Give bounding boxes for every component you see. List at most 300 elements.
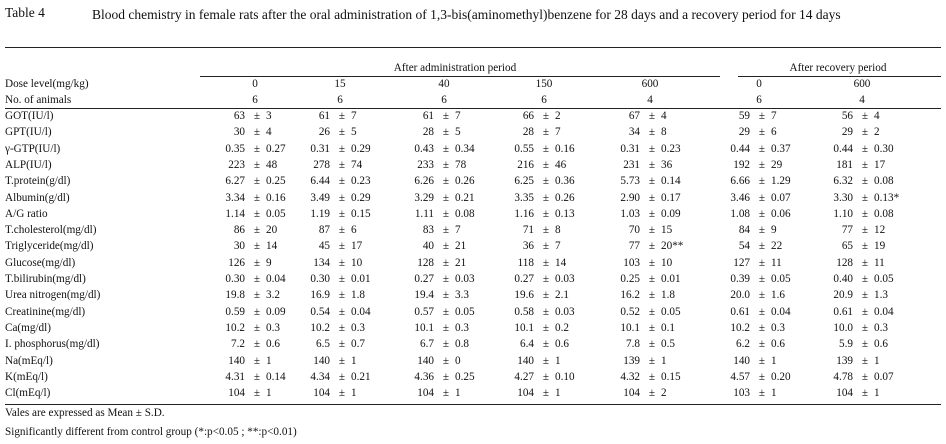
cell-mean: 1.08	[730, 207, 750, 220]
cell-sd: 1	[555, 354, 561, 367]
pm-sign: ±	[338, 191, 346, 204]
cell-sd: 12	[874, 224, 886, 237]
pm-sign: ±	[338, 354, 346, 367]
cell-mean: 103	[623, 256, 640, 269]
cell-sd: 78	[455, 158, 467, 171]
pm-sign: ±	[442, 110, 450, 122]
cell-mean: 104	[417, 387, 434, 400]
pm-sign: ±	[861, 158, 869, 171]
cell-sd: 0.23	[351, 175, 371, 188]
pm-sign: ±	[338, 289, 346, 302]
cell-sd: 0.20	[771, 370, 791, 383]
recovery-period-header: After recovery period	[789, 62, 887, 74]
cell-mean: 103	[733, 387, 750, 400]
pm-sign: ±	[442, 191, 450, 204]
cell-mean: 45	[318, 240, 330, 253]
cell-mean: 59	[738, 110, 750, 122]
pm-sign: ±	[758, 207, 766, 220]
pm-sign: ±	[648, 321, 656, 334]
pm-sign: ±	[861, 305, 869, 318]
cell-sd: 1.6	[771, 289, 785, 302]
cell-mean: 1.16	[514, 207, 534, 220]
pm-sign: ±	[338, 387, 346, 400]
cell-sd: 1.8	[351, 289, 365, 302]
pm-sign: ±	[542, 142, 550, 155]
pm-sign: ±	[442, 387, 450, 400]
pm-sign: ±	[648, 273, 656, 285]
cell-mean: 10.0	[833, 321, 853, 334]
cell-sd: 0.25	[455, 370, 475, 383]
cell-mean: 104	[517, 387, 534, 400]
cell-mean: 0.59	[225, 305, 245, 318]
cell-sd: 46	[555, 158, 567, 171]
cell-sd: 7	[455, 110, 461, 122]
pm-sign: ±	[861, 387, 869, 400]
pm-sign: ±	[861, 175, 869, 188]
pm-sign: ±	[542, 354, 550, 367]
cell-mean: 4.78	[833, 370, 853, 383]
cell-mean: 1.03	[620, 207, 640, 220]
cell-sd: 74	[351, 158, 363, 171]
pm-sign: ±	[758, 110, 766, 122]
cell-mean: 6.7	[420, 338, 434, 351]
pm-sign: ±	[253, 354, 261, 367]
cell-mean: 30	[233, 240, 245, 253]
cell-mean: 0.55	[514, 142, 534, 155]
row-label: Ca(mg/dl)	[5, 321, 51, 334]
cell-mean: 104	[623, 387, 640, 400]
cell-mean: 0.39	[730, 273, 750, 285]
cell-mean: 6.2	[736, 338, 750, 351]
cell-mean: 6.25	[514, 175, 534, 188]
pm-sign: ±	[542, 240, 550, 253]
animals-count: 4	[647, 94, 653, 106]
cell-mean: 10.2	[730, 321, 750, 334]
pm-sign: ±	[861, 354, 869, 367]
pm-sign: ±	[338, 256, 346, 269]
cell-sd: 22	[771, 240, 783, 253]
dose-header: 0	[252, 78, 258, 90]
cell-mean: 1.11	[414, 207, 434, 220]
cell-mean: 29	[841, 126, 853, 139]
dose-header: 150	[535, 78, 553, 90]
cell-mean: 28	[522, 126, 534, 139]
cell-sd: 0.21	[455, 191, 475, 204]
cell-sd: 29	[771, 158, 783, 171]
cell-sd: 0.13*	[874, 191, 900, 204]
cell-mean: 3.35	[514, 191, 534, 204]
cell-mean: 3.49	[310, 191, 330, 204]
pm-sign: ±	[861, 207, 869, 220]
pm-sign: ±	[648, 158, 656, 171]
pm-sign: ±	[253, 305, 261, 318]
cell-mean: 61	[318, 110, 330, 122]
pm-sign: ±	[338, 273, 346, 285]
pm-sign: ±	[442, 370, 450, 383]
cell-sd: 0.03	[455, 273, 475, 285]
cell-mean: 0.61	[730, 305, 750, 318]
dose-header: 600	[853, 78, 871, 90]
cell-sd: 10	[661, 256, 673, 269]
cell-sd: 1	[874, 354, 880, 367]
cell-mean: 29	[738, 126, 750, 139]
pm-sign: ±	[338, 224, 346, 237]
pm-sign: ±	[542, 110, 550, 122]
cell-mean: 3.46	[730, 191, 750, 204]
pm-sign: ±	[542, 256, 550, 269]
cell-mean: 6.27	[225, 175, 245, 188]
cell-sd: 0.34	[455, 142, 475, 155]
footnote-mean-sd: Vales are expressed as Mean ± S.D.	[5, 407, 165, 419]
pm-sign: ±	[758, 370, 766, 383]
cell-sd: 0.01	[351, 273, 371, 285]
pm-sign: ±	[758, 321, 766, 334]
cell-mean: 140	[313, 354, 330, 367]
cell-mean: 0.27	[414, 273, 434, 285]
admin-period-header: After administration period	[393, 62, 517, 74]
pm-sign: ±	[542, 175, 550, 188]
pm-sign: ±	[253, 110, 261, 122]
cell-mean: 0.43	[414, 142, 434, 155]
cell-mean: 4.57	[730, 370, 750, 383]
cell-sd: 20	[266, 224, 278, 237]
pm-sign: ±	[758, 240, 766, 253]
bottom-rule	[5, 404, 941, 405]
dose-level-label: Dose level(mg/kg)	[5, 78, 89, 90]
cell-sd: 10	[351, 256, 363, 269]
cell-mean: 139	[623, 354, 640, 367]
cell-sd: 0.04	[351, 305, 371, 318]
animals-count: 6	[441, 94, 447, 106]
cell-sd: 0.01	[661, 273, 681, 285]
cell-mean: 10.1	[514, 321, 534, 334]
pm-sign: ±	[542, 273, 550, 285]
animals-count: 6	[252, 94, 258, 106]
cell-mean: 139	[836, 354, 853, 367]
cell-sd: 0.10	[555, 370, 575, 383]
pm-sign: ±	[442, 175, 450, 188]
pm-sign: ±	[542, 338, 550, 351]
cell-sd: 7	[555, 126, 561, 139]
cell-mean: 86	[233, 224, 245, 237]
cell-mean: 0.35	[225, 142, 245, 155]
pm-sign: ±	[758, 305, 766, 318]
cell-sd: 0.25	[266, 175, 286, 188]
cell-sd: 0.6	[874, 338, 888, 351]
cell-mean: 3.34	[225, 191, 245, 204]
cell-mean: 140	[733, 354, 750, 367]
cell-mean: 4.31	[225, 370, 245, 383]
cell-sd: 0.14	[266, 370, 286, 383]
cell-mean: 16.2	[620, 289, 640, 302]
cell-sd: 21	[455, 240, 467, 253]
cell-sd: 3.2	[266, 289, 280, 302]
cell-sd: 0.8	[455, 338, 469, 351]
cell-sd: 2	[555, 110, 561, 122]
pm-sign: ±	[253, 338, 261, 351]
cell-mean: 6.44	[310, 175, 330, 188]
pm-sign: ±	[861, 224, 869, 237]
cell-mean: 26	[318, 126, 330, 139]
cell-sd: 1.3	[874, 289, 888, 302]
cell-mean: 6.26	[414, 175, 434, 188]
pm-sign: ±	[758, 273, 766, 285]
cell-sd: 0.6	[555, 338, 569, 351]
cell-mean: 19.8	[225, 289, 245, 302]
cell-sd: 0.3	[266, 321, 280, 334]
cell-sd: 6	[351, 224, 357, 237]
pm-sign: ±	[648, 256, 656, 269]
cell-mean: 0.30	[310, 273, 330, 285]
cell-sd: 0.26	[455, 175, 475, 188]
pm-sign: ±	[442, 256, 450, 269]
cell-mean: 104	[228, 387, 245, 400]
cell-mean: 6.32	[833, 175, 853, 188]
cell-sd: 0.23	[661, 142, 681, 155]
row-label: K(mEq/l)	[5, 370, 48, 383]
pm-sign: ±	[758, 338, 766, 351]
cell-mean: 10.1	[620, 321, 640, 334]
cell-mean: 0.31	[310, 142, 330, 155]
cell-mean: 0.25	[620, 273, 640, 285]
cell-mean: 3.30	[833, 191, 853, 204]
pm-sign: ±	[861, 126, 869, 139]
pm-sign: ±	[442, 207, 450, 220]
cell-mean: 0.44	[833, 142, 853, 155]
pm-sign: ±	[542, 305, 550, 318]
cell-sd: 0.04	[771, 305, 791, 318]
cell-sd: 0.30	[874, 142, 894, 155]
pm-sign: ±	[861, 240, 869, 253]
pm-sign: ±	[542, 289, 550, 302]
pm-sign: ±	[542, 191, 550, 204]
row-label: Na(mEq/l)	[5, 354, 53, 367]
cell-mean: 70	[628, 224, 640, 237]
cell-mean: 4.27	[514, 370, 534, 383]
cell-sd: 1	[771, 387, 777, 400]
cell-sd: 2	[661, 387, 667, 400]
cell-mean: 5.73	[620, 175, 640, 188]
cell-mean: 30	[233, 126, 245, 139]
cell-mean: 0.54	[310, 305, 330, 318]
cell-sd: 1	[874, 387, 880, 400]
pm-sign: ±	[648, 305, 656, 318]
table-title: Blood chemistry in female rats after the oral administration of 1,3-bis(aminomethyl)benzene for 28 days and a recovery period for 14 days	[92, 7, 841, 22]
cell-sd: 4	[661, 110, 667, 122]
pm-sign: ±	[253, 289, 261, 302]
cell-mean: 67	[628, 110, 640, 122]
cell-sd: 1	[455, 387, 461, 400]
cell-sd: 0.03	[555, 273, 575, 285]
dose-header: 600	[641, 78, 659, 90]
pm-sign: ±	[648, 175, 656, 188]
cell-mean: 61	[422, 110, 434, 122]
cell-sd: 0.3	[455, 321, 469, 334]
pm-sign: ±	[758, 191, 766, 204]
cell-sd: 0.05	[266, 207, 286, 220]
cell-mean: 0.44	[730, 142, 750, 155]
cell-mean: 140	[417, 354, 434, 367]
cell-mean: 10.1	[414, 321, 434, 334]
cell-mean: 0.31	[620, 142, 640, 155]
pm-sign: ±	[648, 338, 656, 351]
cell-mean: 104	[313, 387, 330, 400]
cell-sd: 20**	[661, 240, 684, 253]
cell-mean: 3.29	[414, 191, 434, 204]
pm-sign: ±	[442, 224, 450, 237]
pm-sign: ±	[253, 191, 261, 204]
cell-sd: 14	[266, 240, 278, 253]
cell-sd: 1	[555, 387, 561, 400]
cell-sd: 0.05	[874, 273, 894, 285]
cell-mean: 54	[738, 240, 750, 253]
pm-sign: ±	[338, 207, 346, 220]
cell-sd: 8	[661, 126, 667, 139]
pm-sign: ±	[648, 142, 656, 155]
cell-sd: 7	[455, 224, 461, 237]
cell-mean: 56	[841, 110, 853, 122]
cell-sd: 0.13	[555, 207, 575, 220]
pm-sign: ±	[442, 354, 450, 367]
pm-sign: ±	[338, 240, 346, 253]
cell-sd: 0.29	[351, 142, 371, 155]
animals-label: No. of animals	[5, 94, 72, 106]
pm-sign: ±	[861, 191, 869, 204]
cell-sd: 1	[266, 387, 272, 400]
pm-sign: ±	[542, 158, 550, 171]
row-label: GPT(IU/l)	[5, 126, 52, 139]
cell-mean: 34	[628, 126, 640, 139]
pm-sign: ±	[861, 273, 869, 285]
cell-sd: 4	[266, 126, 272, 139]
cell-mean: 36	[522, 240, 534, 253]
cell-sd: 0.08	[874, 207, 894, 220]
cell-mean: 0.58	[514, 305, 534, 318]
cell-mean: 65	[841, 240, 853, 253]
cell-mean: 2.90	[620, 191, 640, 204]
pm-sign: ±	[253, 126, 261, 139]
pm-sign: ±	[253, 256, 261, 269]
cell-sd: 36	[661, 158, 673, 171]
pm-sign: ±	[648, 224, 656, 237]
dose-header: 40	[438, 78, 450, 90]
pm-sign: ±	[253, 370, 261, 383]
cell-mean: 20.0	[730, 289, 750, 302]
pm-sign: ±	[338, 142, 346, 155]
cell-mean: 134	[313, 256, 330, 269]
cell-mean: 7.2	[231, 338, 245, 351]
pm-sign: ±	[758, 175, 766, 188]
cell-mean: 126	[228, 256, 245, 269]
row-label: Albumin(g/dl)	[5, 191, 70, 204]
cell-sd: 0.04	[874, 305, 894, 318]
cell-sd: 5	[455, 126, 461, 139]
cell-mean: 6.66	[730, 175, 750, 188]
cell-sd: 7	[555, 240, 561, 253]
row-label: Cl(mEq/l)	[5, 387, 51, 400]
cell-mean: 127	[733, 256, 750, 269]
pm-sign: ±	[861, 338, 869, 351]
cell-mean: 83	[422, 224, 434, 237]
cell-sd: 1	[351, 354, 357, 367]
animals-count: 6	[541, 94, 547, 106]
pm-sign: ±	[338, 126, 346, 139]
pm-sign: ±	[758, 256, 766, 269]
footnote-significance: Significantly different from control group (*:p<0.05 ; **:p<0.01)	[5, 426, 297, 438]
cell-mean: 0.61	[833, 305, 853, 318]
row-label: T.cholesterol(mg/dl)	[5, 224, 97, 237]
cell-sd: 0.6	[266, 338, 280, 351]
cell-mean: 71	[522, 224, 534, 237]
cell-mean: 0.27	[514, 273, 534, 285]
cell-sd: 0.3	[771, 321, 785, 334]
pm-sign: ±	[338, 110, 346, 122]
row-label: Creatinine(mg/dl)	[5, 305, 86, 318]
cell-mean: 181	[836, 158, 853, 171]
pm-sign: ±	[648, 289, 656, 302]
cell-sd: 4	[874, 110, 880, 122]
dose-header: 0	[756, 78, 762, 90]
cell-sd: 0.16	[266, 191, 286, 204]
cell-mean: 216	[517, 158, 534, 171]
cell-sd: 0.21	[351, 370, 371, 383]
row-label: Triglyceride(mg/dl)	[5, 240, 94, 253]
cell-mean: 192	[733, 158, 750, 171]
pm-sign: ±	[648, 370, 656, 383]
pm-sign: ±	[253, 321, 261, 334]
cell-sd: 1	[351, 387, 357, 400]
cell-mean: 1.10	[833, 207, 853, 220]
cell-mean: 6.5	[316, 338, 330, 351]
cell-sd: 0.07	[874, 370, 894, 383]
cell-mean: 28	[422, 126, 434, 139]
pm-sign: ±	[758, 354, 766, 367]
cell-mean: 77	[841, 224, 853, 237]
cell-mean: 16.9	[310, 289, 330, 302]
pm-sign: ±	[758, 289, 766, 302]
cell-sd: 0	[455, 354, 461, 367]
cell-sd: 17	[351, 240, 363, 253]
cell-sd: 21	[455, 256, 467, 269]
pm-sign: ±	[542, 224, 550, 237]
cell-mean: 278	[313, 158, 330, 171]
animals-count: 6	[337, 94, 343, 106]
pm-sign: ±	[253, 175, 261, 188]
cell-mean: 87	[318, 224, 330, 237]
pm-sign: ±	[253, 158, 261, 171]
pm-sign: ±	[442, 158, 450, 171]
cell-mean: 4.36	[414, 370, 434, 383]
pm-sign: ±	[338, 338, 346, 351]
cell-mean: 19.4	[414, 289, 434, 302]
row-label: γ-GTP(IU/l)	[5, 142, 61, 155]
cell-sd: 0.14	[661, 175, 681, 188]
pm-sign: ±	[861, 370, 869, 383]
cell-mean: 63	[233, 110, 245, 122]
pm-sign: ±	[253, 142, 261, 155]
row-label: A/G ratio	[5, 207, 48, 220]
animals-count: 6	[756, 94, 762, 106]
cell-sd: 0.05	[455, 305, 475, 318]
cell-mean: 1.14	[225, 207, 245, 220]
dose-header: 15	[334, 78, 346, 90]
cell-mean: 4.34	[310, 370, 330, 383]
cell-sd: 0.15	[351, 207, 371, 220]
pm-sign: ±	[338, 305, 346, 318]
cell-mean: 0.30	[225, 273, 245, 285]
cell-sd: 0.6	[771, 338, 785, 351]
pm-sign: ±	[758, 126, 766, 139]
